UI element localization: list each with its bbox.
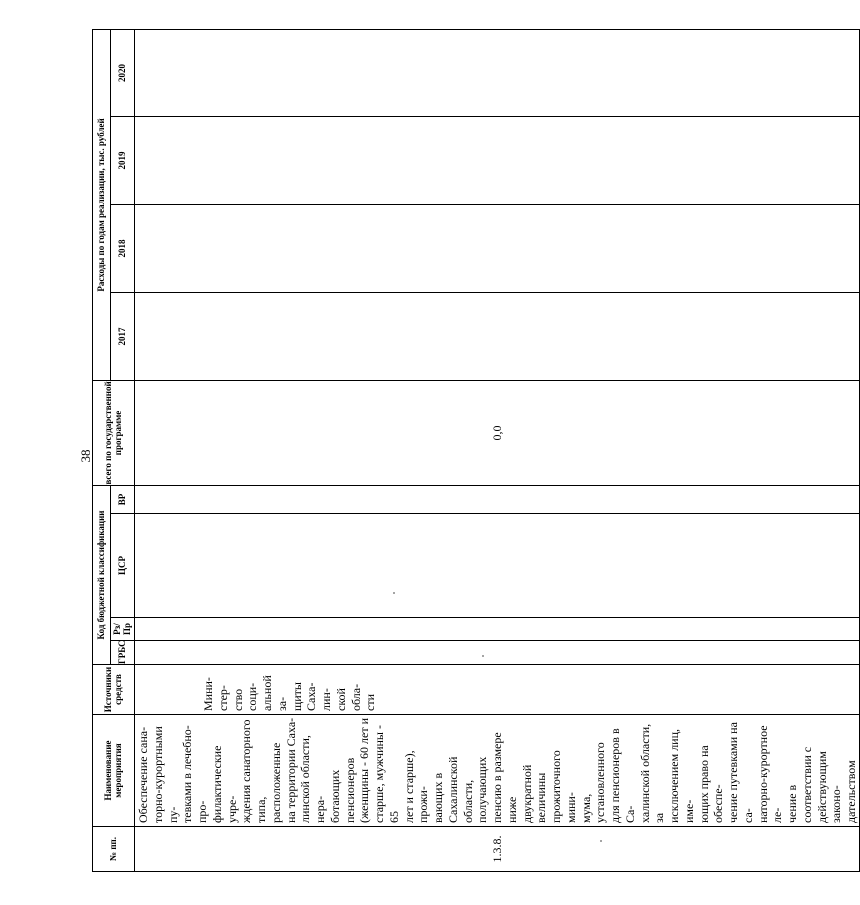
row-total: 0,0 <box>135 380 860 485</box>
row-name-line: линской области, нера- <box>298 735 327 823</box>
row-name-line: типа, расположенные <box>254 742 283 823</box>
row-name <box>135 715 860 827</box>
header-source: Источники средств <box>93 665 135 715</box>
rotated-table-frame <box>92 30 858 872</box>
row-name-line: ющих право на обеспе- <box>696 745 726 823</box>
header-year-2018: 2018 <box>111 204 135 292</box>
page-number: 38 <box>78 449 93 463</box>
row-csr <box>135 514 860 618</box>
row-name-line: исключением лиц, име- <box>667 728 696 823</box>
header-year-2019: 2019 <box>111 116 135 204</box>
row-name-line: ждения санаторного <box>239 719 254 823</box>
row-2020 <box>135 29 860 116</box>
row-name-line: дательством <box>844 760 858 823</box>
row-name-line: прожиточного мини- <box>549 750 578 823</box>
row-name-line: на территории Саха- <box>283 717 298 823</box>
header-rzpr: Рз/Пр <box>111 618 135 641</box>
row-name-line: лет и старше), прожи- <box>401 750 431 823</box>
row-grbs <box>135 641 860 665</box>
header-expenses-by-year: Расходы по годам реализации, тыс. рублей <box>93 29 111 380</box>
header-year-2017: 2017 <box>111 292 135 380</box>
scan-speck <box>482 655 484 657</box>
row-2017 <box>135 292 860 380</box>
row-source-line: ской <box>333 688 348 711</box>
row-name-line: двукратной величины <box>519 764 549 823</box>
row-source-line: за- <box>274 696 289 711</box>
row-source-line: щиты <box>289 682 304 711</box>
scan-speck <box>600 840 602 842</box>
row-source-line: лин- <box>319 688 333 711</box>
row-name-line: области, получающих <box>460 756 490 823</box>
row-name-line: чение путевками на са- <box>726 722 755 823</box>
header-number: № пп. <box>93 827 135 872</box>
row-name-line: старше, мужчины - 65 <box>372 725 401 823</box>
header-year-2020: 2020 <box>111 29 135 116</box>
row-source-line: соци- <box>245 682 260 711</box>
row-name-line: действующим законо- <box>814 751 844 823</box>
header-budget-classification: Код бюджетной классификации <box>93 485 111 664</box>
row-2019 <box>135 116 860 204</box>
row-name-line: ботающих пенсионеров <box>327 757 357 823</box>
row-name-line: тевками в лечебно-про- <box>180 725 209 823</box>
scan-speck <box>393 592 395 594</box>
table-container <box>92 30 858 872</box>
row-name-line: пенсию в размере ниже <box>490 732 519 823</box>
header-name: Наименование мероприятия <box>93 715 135 827</box>
row-name-line: вающих в Сахалинской <box>431 756 460 823</box>
row-source-line: стер- <box>215 685 230 711</box>
row-name-line: мума, установленного <box>578 742 608 823</box>
row-name-line: наторно-курортное ле- <box>755 725 785 823</box>
row-name-line: (женщины - 60 лет и <box>357 718 372 823</box>
header-total: всего по государственной программе <box>93 380 135 485</box>
header-csr: ЦСР <box>111 514 135 618</box>
row-source-line: альной <box>260 675 274 711</box>
row-name-line: торно-курортными пу- <box>150 726 180 823</box>
row-name-line: халинской области, за <box>637 723 667 823</box>
row-name-line: чение в соответствии с <box>785 746 814 823</box>
row-source-line: обла- <box>348 683 363 711</box>
row-source <box>135 665 860 715</box>
header-grbs: ГРБС <box>111 641 135 665</box>
row-source-line: Мини- <box>201 677 215 711</box>
row-source-line: сти <box>363 694 378 711</box>
row-number: 1.3.8. <box>135 827 860 872</box>
row-name-line: филактические учре- <box>209 745 239 823</box>
row-source-line: Саха- <box>304 682 319 711</box>
row-source-line: ство <box>230 688 245 711</box>
row-vr <box>135 485 860 513</box>
budget-table <box>92 29 860 872</box>
row-rzpr <box>135 618 860 641</box>
header-vr: ВР <box>111 485 135 513</box>
row-2018 <box>135 204 860 292</box>
row-name-line: Обеспечение сана- <box>136 726 150 823</box>
row-name-line: для пенсионеров в Са- <box>608 728 637 823</box>
